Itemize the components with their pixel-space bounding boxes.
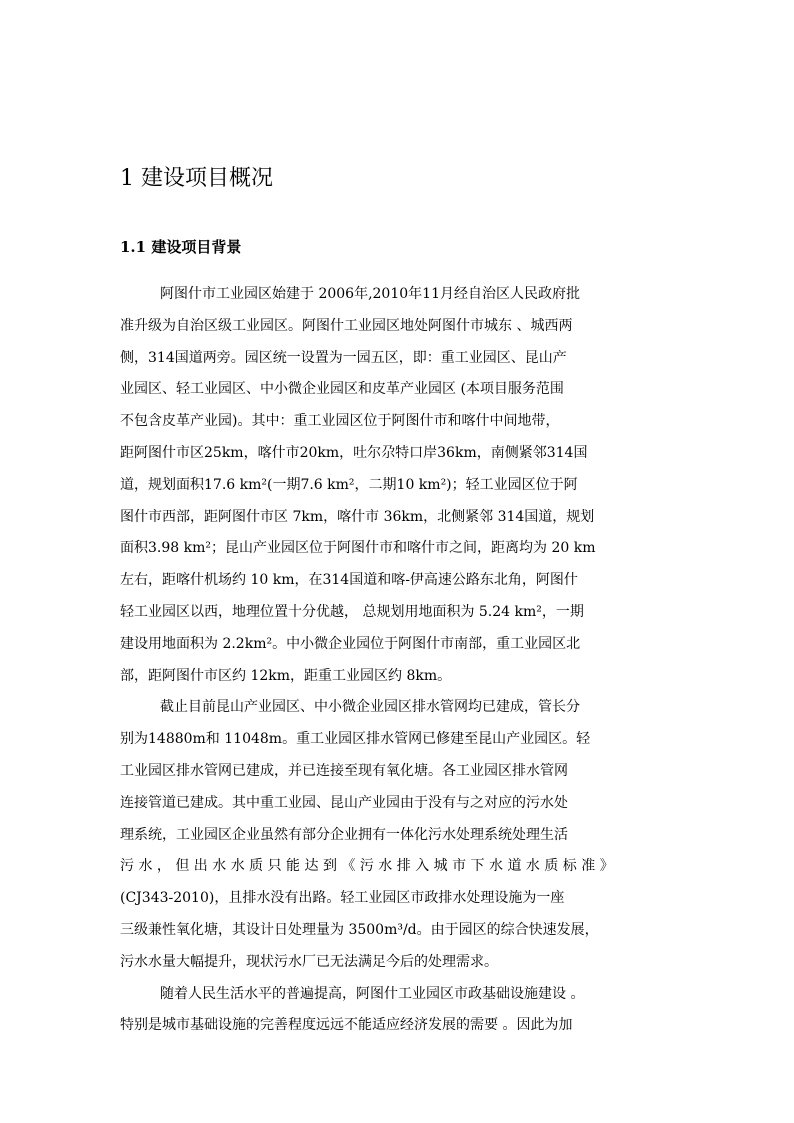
- paragraph-line: 特别是城市基础设施的完善程度远远不能适应经济发展的需要 。因此为加: [120, 1017, 573, 1034]
- paragraph-line: 左右，距喀什机场约 10 km，在314国道和喀-伊高速公路东北角，阿图什: [120, 572, 578, 589]
- paragraph-line: 距阿图什市区25km，喀什市20km，吐尔尕特口岸36km，南侧紧邻314国: [120, 444, 588, 461]
- paragraph-line: 污 水 ， 但 出 水 水 质 只 能 达 到 《 污 水 排 入 城 市 下 水 道 水 质 标 准 》: [120, 858, 614, 875]
- paragraph-line: 污水水量大幅提升，现状污水厂已无法满足今后的处理需求。: [120, 953, 498, 970]
- paragraph-line: 工业园区排水管网已建成，并已连接至现有氧化塘。各工业园区排水管网: [120, 762, 568, 779]
- paragraph-line: 随着人民生活水平的普遍提高，阿图什工业园区市政基础设施建设 。: [160, 985, 585, 1002]
- paragraph-line: 图什市西部，距阿图什市区 7km，喀什市 36km，北侧紧邻 314国道，规划: [120, 508, 595, 525]
- paragraph-line: 道，规划面积17.6 km²(一期7.6 km²，二期10 km²)；轻工业园区位于阿: [120, 476, 578, 493]
- paragraph-line: 业园区、轻工业园区、中小微企业园区和皮革产业园区 (本项目服务范围: [120, 381, 564, 398]
- paragraph-line: 阿图什市工业园区始建于 2006年,2010年11月经自治区人民政府批: [160, 286, 580, 302]
- paragraph-line: (CJ343-2010)，且排水没有出路。轻工业园区市政排水处理设施为一座: [120, 890, 565, 907]
- paragraph-line: 侧，314国道两旁。园区统一设置为一园五区，即：重工业园区、昆山产: [120, 349, 567, 366]
- paragraph-line: 截止目前昆山产业园区、中小微企业园区排水管网均已建成，管长分: [160, 699, 580, 716]
- paragraph-line: 不包含皮革产业园)。其中：重工业园区位于阿图什市和喀什中间地带，: [120, 413, 560, 430]
- paragraph-line: 建设用地面积为 2.2km²。中小微企业园位于阿图什市南部，重工业园区北: [120, 635, 581, 652]
- paragraph-line: 连接管道已建成。其中重工业园、昆山产业园由于没有与之对应的污水处: [120, 794, 568, 811]
- paragraph-line: 面积3.98 km²；昆山产业园区位于阿图什市和喀什市之间，距离均为 20 km: [120, 540, 596, 557]
- body-text: [120, 279, 686, 1042]
- subsection-heading: 1.1 建设项目背景: [120, 238, 242, 256]
- paragraph-line: 别为14880m和 11048m。重工业园区排水管网已修建至昆山产业园区。轻: [120, 731, 591, 748]
- paragraph-line: 理系统，工业园区企业虽然有部分企业拥有一体化污水处理系统处理生活: [120, 826, 568, 843]
- paragraph-line: 准升级为自治区级工业园区。阿图什工业园区地处阿图什市城东 、城西两: [120, 317, 573, 334]
- paragraph-line: 部，距阿图什市区约 12km，距重工业园区约 8km。: [120, 667, 452, 684]
- section-heading: 1 建设项目概况: [120, 166, 273, 191]
- paragraph-line: 三级兼性氧化塘，其设计日处理量为 3500m³/d。由于园区的综合快速发展，: [120, 921, 599, 938]
- paragraph-line: 轻工业园区以西，地理位置十分优越， 总规划用地面积为 5.24 km²，一期: [120, 603, 584, 620]
